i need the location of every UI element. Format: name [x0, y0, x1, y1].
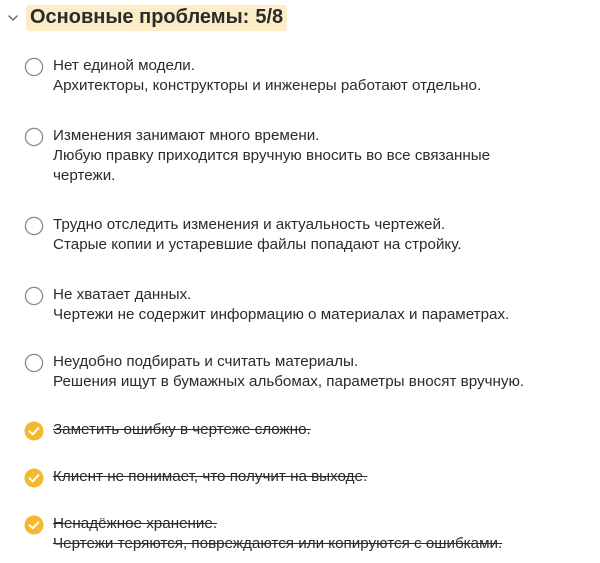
list-item	[24, 420, 596, 441]
checkbox-checked-icon[interactable]	[24, 421, 44, 441]
list-item	[24, 56, 596, 96]
list-item	[24, 467, 596, 488]
item-text	[53, 126, 553, 186]
checkbox-checked-icon[interactable]	[24, 515, 44, 535]
checkbox-unchecked-icon[interactable]	[24, 57, 44, 77]
item-title: Неудобно подбирать и считать материалы.	[53, 353, 359, 370]
item-description: Чертежи не содержит информацию о материалах и параметрах.	[53, 306, 510, 323]
list-item	[24, 352, 596, 392]
checkbox-unchecked-icon[interactable]	[24, 286, 44, 306]
item-title: Изменения занимают много времени.	[53, 127, 320, 144]
item-title: Нет единой модели.	[53, 57, 196, 74]
progress-count: 5/8	[255, 6, 284, 28]
item-text	[53, 420, 311, 440]
list-item	[24, 514, 596, 554]
item-text	[53, 514, 502, 554]
checkbox-unchecked-icon[interactable]	[24, 216, 44, 236]
item-title: Не хватает данных.	[53, 286, 192, 303]
item-title: Заметить ошибку в чертеже сложно.	[53, 421, 311, 438]
list-item	[24, 285, 596, 325]
item-text	[53, 215, 462, 255]
item-description: Любую правку приходится вручную вносить во все связанные чертежи.	[53, 147, 491, 184]
item-text	[53, 56, 481, 96]
item-title: Трудно отследить изменения и актуальность чертежей.	[53, 216, 446, 233]
checkbox-checked-icon[interactable]	[24, 468, 44, 488]
item-text	[53, 467, 367, 487]
chevron-down-icon[interactable]	[4, 9, 22, 27]
checkbox-unchecked-icon[interactable]	[24, 353, 44, 373]
item-title: Клиент не понимает, что получит на выходе.	[53, 468, 368, 485]
checklist-title	[26, 5, 287, 31]
list-item	[24, 126, 596, 186]
checklist-header	[4, 4, 287, 32]
item-title: Ненадёжное хранение.	[53, 515, 218, 532]
item-description: Старые копии и устаревшие файлы попадают на стройку.	[53, 236, 462, 253]
item-description: Решения ищут в бумажных альбомах, параметры вносят вручную.	[53, 373, 525, 390]
list-item	[24, 215, 596, 255]
item-description: Архитекторы, конструкторы и инженеры работают отдельно.	[53, 77, 482, 94]
item-text	[53, 285, 509, 325]
item-description: Чертежи теряются, повреждаются или копируются с ошибками.	[53, 535, 503, 552]
title-label: Основные проблемы:	[30, 6, 250, 28]
item-text	[53, 352, 524, 392]
checkbox-unchecked-icon[interactable]	[24, 127, 44, 147]
